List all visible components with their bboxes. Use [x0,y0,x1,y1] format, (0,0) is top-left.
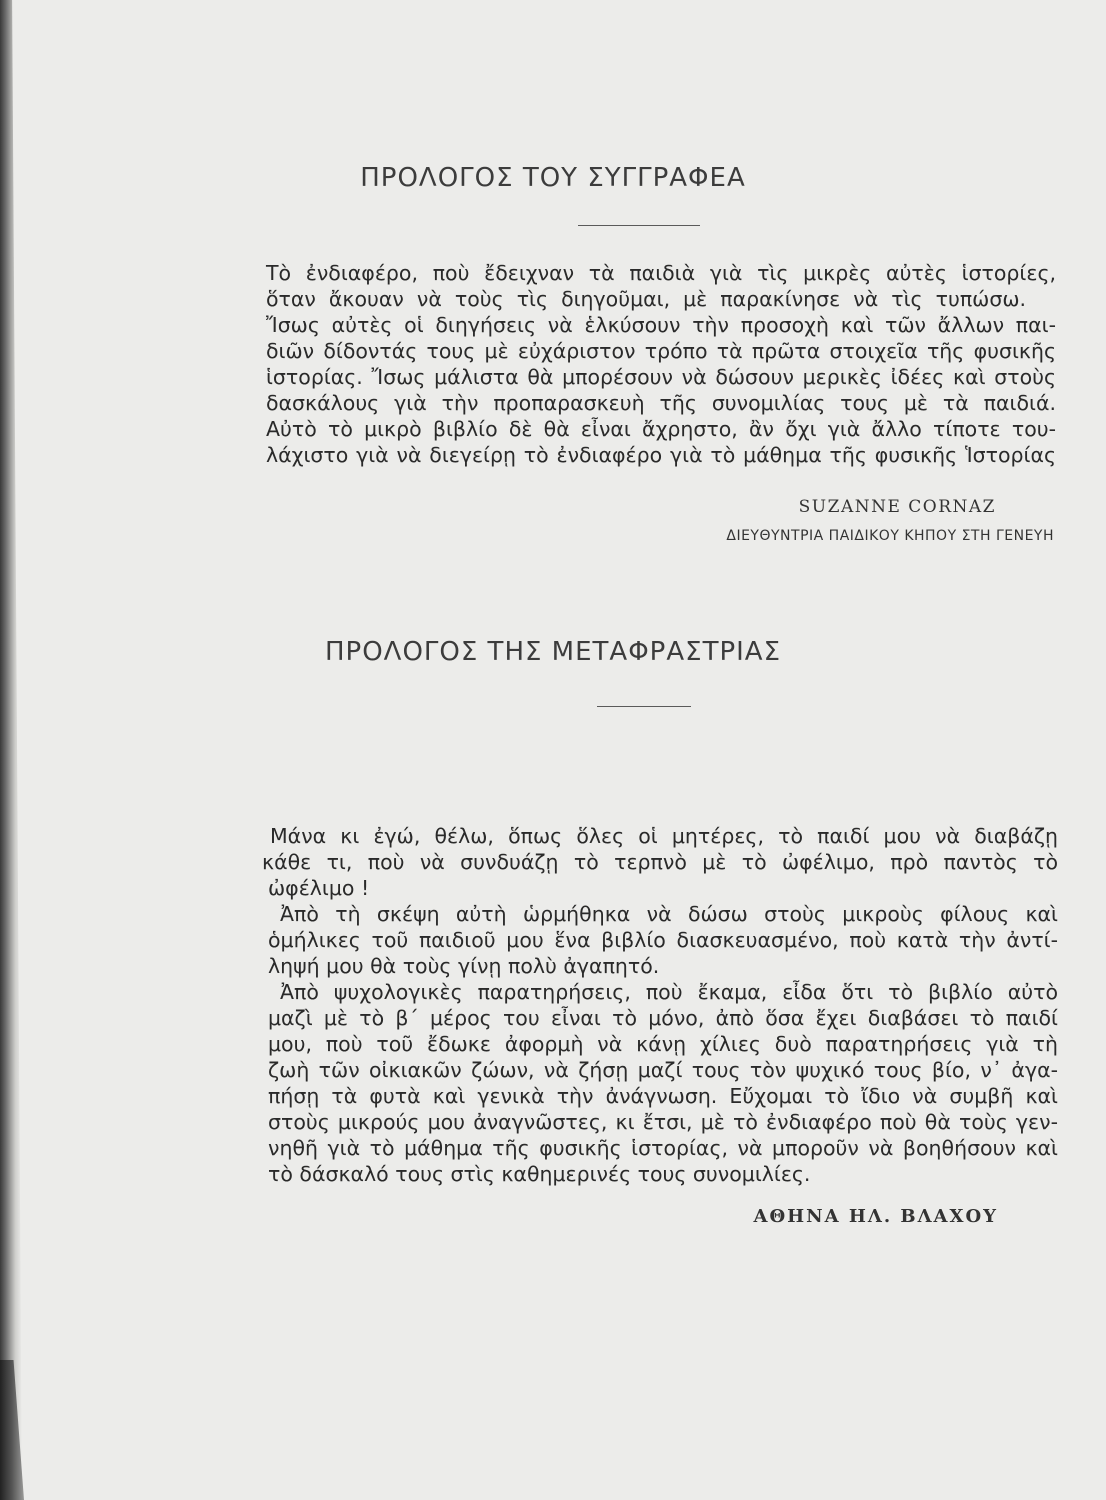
author-preface-line: Ἴσως αὐτὲς οἱ διηγήσεις νὰ ἑλκύσουν τὴν προσοχὴ καὶ τῶν ἄλλων παι- [266,313,1056,337]
author-signature-title: ΔΙΕΥΘΥΝΤΡΙΑ ΠΑΙΔΙΚΟΥ ΚΗΠΟΥ ΣΤΗ ΓΕΝΕΥΗ [726,528,1054,544]
author-preface-line: δασκάλους γιὰ τὴν προπαρασκευὴ τῆς συνομιλίας τους μὲ τὰ παιδιά. [266,391,1056,415]
author-preface-line: Αὐτὸ τὸ μικρὸ βιβλίο δὲ θὰ εἶναι ἄχρηστο, ἂν ὄχι γιὰ ἄλλο τίποτε του- [266,417,1056,441]
translator-preface-line: Μάνα κι ἐγώ, θέλω, ὅπως ὅλες οἱ μητέρες, τὸ παιδί μου νὰ διαβάζῃ [270,824,1058,848]
translator-preface-title: ΠΡΟΛΟΓΟΣ ΤΗΣ ΜΕΤΑΦΡΑΣΤΡΙΑΣ [324,637,782,667]
translator-preface-line: ὠφέλιμο ! [268,876,370,900]
translator-preface-line: Ἀπὸ ψυχολογικὲς παρατηρήσεις, ποὺ ἔκαμα, εἶδα ὅτι τὸ βιβλίο αὐτὸ [280,980,1058,1004]
translator-signature-name: ΑΘΗΝΑ ΗΛ. ΒΛΑΧΟΥ [753,1206,998,1227]
translator-preface-line: τὸ δάσκαλό τους στὶς καθημερινές τους συνομιλίες. [268,1162,811,1186]
author-preface-line: Τὸ ἐνδιαφέρο, ποὺ ἔδειχναν τὰ παιδιὰ γιὰ τὶς μικρὲς αὐτὲς ἱστορίες, [266,261,1056,285]
translator-preface-line: μου, ποὺ τοῦ ἔδωκε ἀφορμὴ νὰ κάνῃ χίλιες δυὸ παρατηρήσεις γιὰ τὴ [268,1032,1058,1056]
translator-preface-line: μαζὶ μὲ τὸ β΄ μέρος του εἶναι τὸ μόνο, ἀπὸ ὅσα ἔχει διαβάσει τὸ παιδί [268,1006,1058,1030]
translator-preface-line: νηθῆ γιὰ τὸ μάθημα τῆς φυσικῆς ἱστορίας, νὰ μποροῦν νὰ βοηθήσουν καὶ [268,1136,1058,1160]
translator-preface-line: Ἀπὸ τὴ σκέψη αὐτὴ ὡρμήθηκα νὰ δώσω στοὺς μικροὺς φίλους καὶ [280,902,1058,926]
translator-preface-line: πήσῃ τὰ φυτὰ καὶ γενικὰ τὴν ἀνάγνωση. Εὔχομαι τὸ ἴδιο νὰ συμβῆ καὶ [268,1084,1058,1108]
author-preface-line: ἱστορίας. Ἴσως μάλιστα θὰ μπορέσουν νὰ δώσουν μερικὲς ἰδέες καὶ στοὺς [266,365,1056,389]
translator-preface-line: ὁμήλικες τοῦ παιδιοῦ μου ἕνα βιβλίο διασκευασμένο, ποὺ κατὰ τὴν ἀντί- [268,928,1058,952]
scanned-page-corner-shadow [0,1360,30,1500]
author-preface-line: λάχιστο γιὰ νὰ διεγείρῃ τὸ ἐνδιαφέρο γιὰ τὸ μάθημα τῆς φυσικῆς Ἱστορίας [266,443,1056,467]
translator-preface-body [262,823,1058,1187]
author-signature-name: SUZANNE CORNAZ [798,497,996,517]
author-preface-line: ὅταν ἄκουαν νὰ τοὺς τὶς διηγοῦμαι, μὲ παρακίνησε νὰ τὶς τυπώσω. [266,287,1026,311]
author-preface-body [266,260,1056,468]
translator-preface-line: κάθε τι, ποὺ νὰ συνδυάζῃ τὸ τερπνὸ μὲ τὸ ὠφέλιμο, πρὸ παντὸς τὸ [262,850,1058,874]
translator-preface-line: ζωὴ τῶν οἰκιακῶν ζώων, νὰ ζήσῃ μαζί τους τὸν ψυχικό τους βίο, ν᾽ ἀγα- [268,1058,1058,1082]
author-preface-divider [578,225,700,226]
translator-preface-divider [597,706,691,707]
translator-preface-line: ληψή μου θὰ τοὺς γίνῃ πολὺ ἀγαπητό. [268,954,660,978]
scanned-page-edge-shadow [0,0,22,1500]
author-preface-title: ΠΡΟΛΟΓΟΣ ΤΟΥ ΣΥΓΓΡΑΦΕΑ [360,163,746,193]
translator-preface-line: στοὺς μικρούς μου ἀναγνῶστες, κι ἔτσι, μὲ τὸ ἐνδιαφέρο ποὺ θὰ τοὺς γεν- [268,1110,1058,1134]
author-preface-line: διῶν δίδοντάς τους μὲ εὐχάριστον τρόπο τὰ πρῶτα στοιχεῖα τῆς φυσικῆς [266,339,1056,363]
